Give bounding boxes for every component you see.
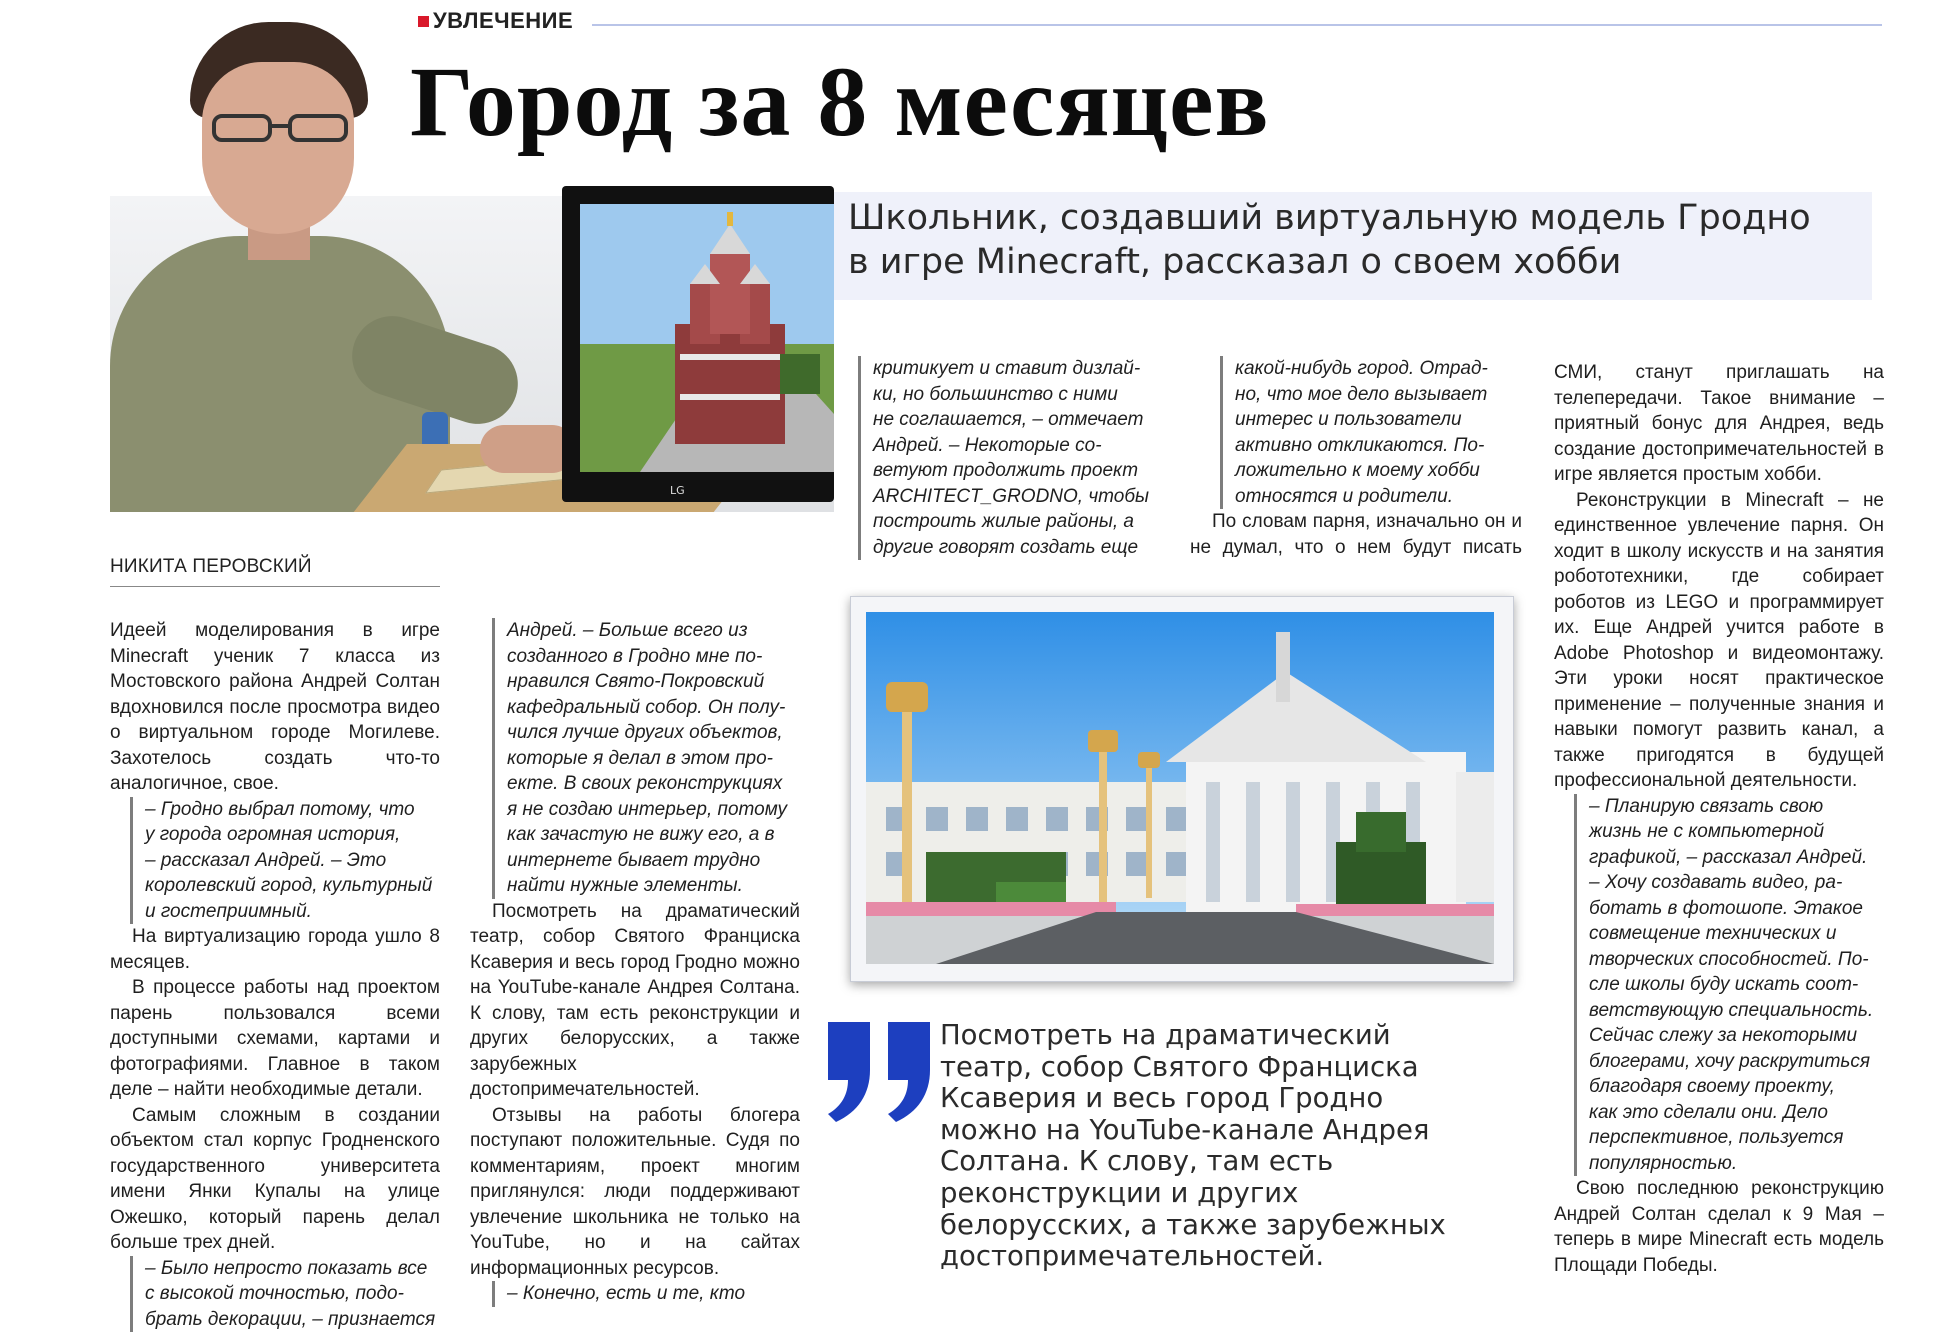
pull-quote-line: театр, собор Святого Франциска (940, 1050, 1419, 1083)
quote-line: которые я делал в этом про- (507, 747, 773, 769)
paragraph: В процессе работы над проектом парень пользовался всеми доступными схемами, картами и фотографиями. Главное в таком деле – найти необходимые детали. (110, 977, 440, 1100)
quote-line: интернете бывает трудно (507, 849, 761, 871)
quote-line: популярностью. (1589, 1152, 1738, 1174)
quote-line: Андрей. – Некоторые со- (873, 434, 1102, 456)
byline-rule (110, 586, 440, 587)
quote-line: графикой, – рассказал Андрей. (1589, 846, 1868, 868)
quote-line: Андрей. – Больше всего из (507, 620, 748, 641)
column-1 (110, 618, 440, 1332)
lead-line: Школьник, создавший виртуальную модель Гродно (848, 198, 1811, 238)
lead-line: в игре Minecraft, рассказал о своем хобби (848, 242, 1622, 282)
quote (858, 356, 1178, 560)
pull-quote-line: Посмотреть на драматический (940, 1019, 1391, 1051)
headline: Город за 8 месяцев (410, 46, 1270, 157)
quote-line: я не создаю интерьер, потому (507, 798, 788, 820)
quote-line: – Хочу создавать видео, ра- (1589, 872, 1843, 893)
photo-boy-at-computer (110, 0, 834, 512)
quote-line: построить жилые районы, а (873, 511, 1134, 532)
quote-line: жизнь не с компьютерной (1589, 821, 1825, 842)
quote-line: кафедральный собор. Он полу- (507, 696, 786, 718)
pull-quote-line: Ксаверия и весь город Гродно (940, 1082, 1384, 1115)
quote-line: ветуют продолжить проект (873, 460, 1139, 481)
paragraph: Самым сложным в создании объектом стал корпус Гродненского государственного университета имени Янки Купалы на улице Ожешко, который парень делал больше трех дней. (110, 1104, 440, 1253)
byline: НИКИТА ПЕРОВСКИЙ (110, 556, 312, 577)
lead-subtitle (834, 192, 1872, 300)
quote-line: – Конечно, есть и те, кто (507, 1283, 746, 1304)
quote-line: блогерами, хочу раскрутиться (1589, 1050, 1871, 1072)
quote-line: но, что мое дело вызывает (1235, 383, 1488, 405)
quote-line: ки, но большинство с ними (873, 383, 1118, 405)
quote-line: ботать в фотошопе. Этакое (1589, 897, 1863, 919)
pull-quote-line: Солтана. К слову, там есть (940, 1145, 1334, 1178)
quote-line: относятся и родители. (1235, 485, 1453, 507)
quote-line: активно откликаются. По- (1235, 434, 1485, 456)
quote-line: критикует и ставит дизлай- (873, 358, 1141, 379)
quote-line: Сейчас слежу за некоторыми (1589, 1025, 1858, 1046)
quote-line: ARCHITECT_GRODNO, чтобы (873, 485, 1150, 507)
pull-quote-line: реконструкции и других (940, 1176, 1299, 1209)
minecraft-cathedral-screen (580, 204, 834, 472)
quote-line: королевский город, культурный (145, 875, 433, 896)
pull-quote-line: белорусских, а также зарубежных (940, 1208, 1446, 1241)
quote-line: совмещение технических и (1589, 923, 1837, 944)
quote-line: интерес и пользователи (1235, 409, 1462, 430)
quote-line: – Было непросто показать все (145, 1257, 428, 1279)
quote-line: созданного в Гродно мне по- (507, 645, 763, 667)
quote-line: как это сделали они. Дело (1589, 1101, 1828, 1123)
quote-line: ветствующую специальность. (1589, 999, 1874, 1021)
quote-line: с высокой точностью, подо- (145, 1283, 404, 1304)
quote-line: у города огромная история, (145, 824, 401, 845)
quote-line: нравился Свято-Покровский (507, 671, 765, 692)
paragraph: Отзывы на работы блогера поступают положительные. Судя по комментариям, проект многим приглянулся: люди поддерживают увлечение школьника не только на YouTube, но и на сайтах информационных ресурсов. (470, 1104, 800, 1279)
paragraph: Посмотреть на драматический театр, собор Святого Франциска Ксаверия и весь город Гродно можно на YouTube-канале Андрея Солтана. К слову, там есть реконструкции и других белорусских, а также зарубежных достопримечательностей. (470, 900, 800, 1100)
quote-line: и гостеприимный. (145, 900, 312, 922)
quote-line: благодаря своему проекту, (1589, 1076, 1835, 1097)
quote (492, 1281, 800, 1307)
quote-line: чился лучше других объектов, (507, 722, 783, 743)
pull-quote-line: достопримечательностей. (940, 1240, 1325, 1273)
paragraph: Идеей моделирования в игре Minecraft ученик 7 класса из Мостовского района Андрей Солтан вдохновился после просмотра видео о виртуальном городе Могилеве. Захотелось создать что-то аналогичное, свое. (110, 620, 440, 794)
quote-line: екте. В своих реконструкциях (507, 773, 783, 794)
monitor-brand: LG (670, 484, 685, 497)
quote (1220, 356, 1522, 509)
quote-mark-icon (826, 1022, 936, 1122)
quote (1574, 794, 1884, 1177)
quote-line: найти нужные элементы. (507, 875, 743, 896)
quote-line: – Планирую связать свою (1589, 795, 1824, 817)
quote-line: брать декорации, – признается (145, 1308, 436, 1330)
quote-line: – рассказал Андрей. – Это (145, 849, 387, 871)
quote-line: не соглашается, – отмечает (873, 409, 1144, 430)
paragraph: Свою последнюю реконструкцию Андрей Солтан сделал к 9 Мая – теперь в мире Minecraft есть модель Площади Победы. (1554, 1178, 1884, 1276)
paragraph: СМИ, станут приглашать на телепередачи. Такое внимание – приятный бонус для Андрея, ведь создание достопримечательностей в игре является простым хобби. (1554, 362, 1884, 485)
pull-quote (940, 1019, 1446, 1273)
paragraph: По словам парня, изначально он и не думал, что о нем будут писать (1190, 511, 1522, 558)
quote-line: какой-нибудь город. Отрад- (1235, 358, 1488, 379)
quote (130, 1256, 440, 1333)
column-4 (1190, 356, 1522, 560)
photo-minecraft-university (866, 612, 1494, 964)
rubric-label: УВЛЕЧЕНИЕ (433, 8, 574, 33)
pull-quote-line: можно на YouTube-канале Андрея (940, 1113, 1430, 1146)
column-2 (470, 618, 800, 1307)
quote-line: сле школы буду искать соот- (1589, 974, 1859, 995)
quote-line: ложительно к моему хобби (1235, 460, 1480, 481)
quote-line: другие говорят создать еще (873, 536, 1139, 558)
quote-line: перспективное, пользуется (1589, 1127, 1844, 1148)
quote (130, 797, 440, 925)
paragraph: Реконструкции в Minecraft – не единственное увлечение парня. Он ходит в школу искусств и на занятия робототехники, где собирает роботов из LEGO и программирует их. Еще Андрей учится работе в Adobe Photoshop и видеомонтажу. Эти уроки носят практическое применение – полученные знания и навыки помогут развить канал, а также пригодятся в будущей профессиональной деятельности. (1554, 489, 1884, 791)
quote (492, 618, 800, 899)
glasses-icon (210, 112, 350, 146)
paragraph: На виртуализацию города ушло 8 месяцев. (110, 926, 440, 973)
quote-line: как зачастую не вижу его, а в (507, 824, 775, 845)
quote-line: творческих способностей. По- (1589, 948, 1869, 970)
quote-line: – Гродно выбрал потому, что (145, 798, 415, 820)
column-3 (858, 356, 1178, 560)
column-5 (1554, 360, 1884, 1278)
